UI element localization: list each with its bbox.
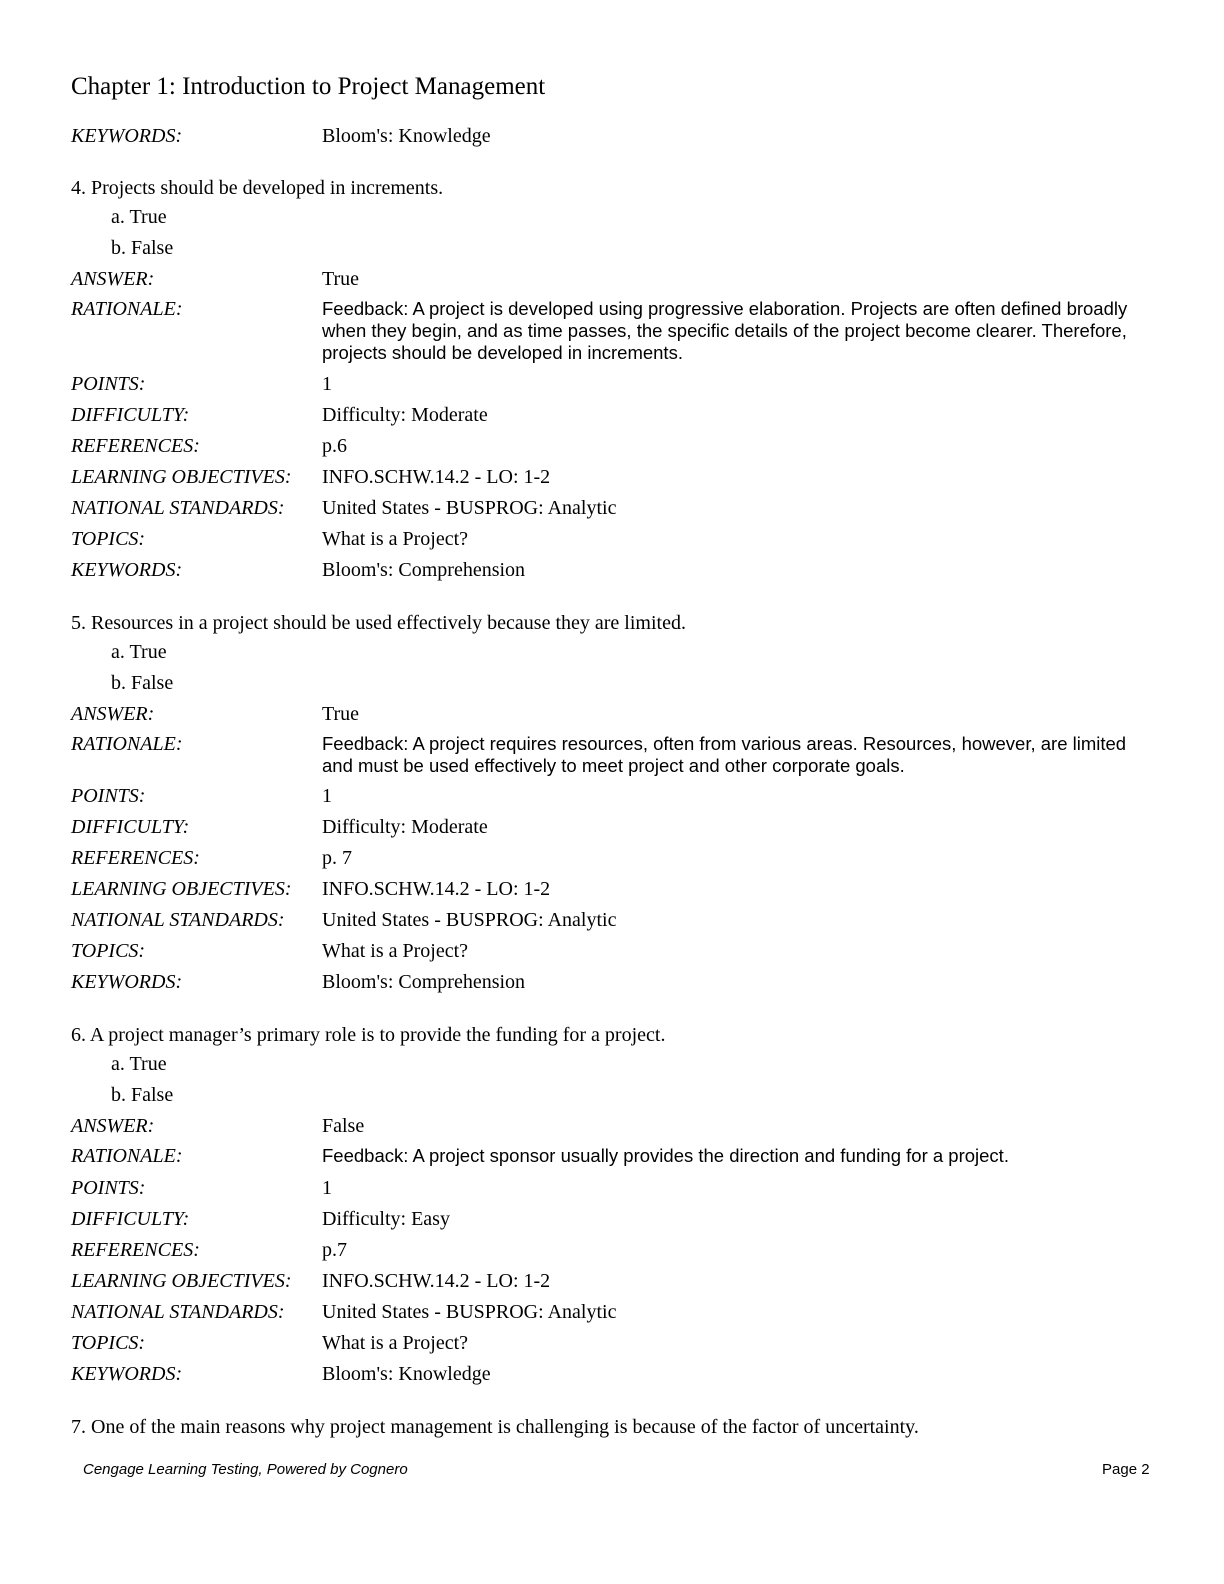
topics-value: What is a Project?: [322, 1332, 469, 1354]
rationale-row: [71, 733, 1161, 777]
points-label: POINTS:: [71, 373, 146, 395]
points-value: 1: [322, 785, 332, 807]
difficulty-label: DIFFICULTY:: [71, 816, 190, 838]
national-standards-label: NATIONAL STANDARDS:: [71, 909, 285, 931]
question-text: 7. One of the main reasons why project management is challenging is because of the factor of uncertainty.: [71, 1416, 919, 1438]
learning-objectives-row: [71, 1270, 1161, 1292]
references-row: [71, 435, 1161, 457]
prev-keywords-row: [71, 125, 1161, 147]
points-row: [71, 785, 1161, 807]
keywords-label: KEYWORDS:: [71, 559, 183, 581]
rationale-label: RATIONALE:: [71, 733, 183, 755]
points-label: POINTS:: [71, 1177, 146, 1199]
answer-label: ANSWER:: [71, 1115, 155, 1137]
references-value: p.7: [322, 1239, 347, 1261]
topics-row: [71, 940, 1161, 962]
difficulty-value: Difficulty: Moderate: [322, 404, 488, 426]
learning-objectives-value: INFO.SCHW.14.2 - LO: 1-2: [322, 878, 551, 900]
keywords-row: [71, 559, 1161, 581]
keywords-label: KEYWORDS:: [71, 125, 183, 147]
learning-objectives-value: INFO.SCHW.14.2 - LO: 1-2: [322, 466, 551, 488]
question-text: 6. A project manager’s primary role is to provide the funding for a project.: [71, 1024, 666, 1046]
topics-label: TOPICS:: [71, 940, 146, 962]
keywords-row: [71, 971, 1161, 993]
rationale-value: Feedback: A project requires resources, often from various areas. Resources, however, are limited and must be used effectively to meet project and other corporate goals.: [322, 733, 1127, 776]
difficulty-value: Difficulty: Moderate: [322, 816, 488, 838]
keywords-value: Bloom's: Comprehension: [322, 559, 526, 581]
references-label: REFERENCES:: [71, 847, 200, 869]
answer-label: ANSWER:: [71, 703, 155, 725]
national-standards-value: United States - BUSPROG: Analytic: [322, 1301, 617, 1323]
answer-value: True: [322, 268, 360, 290]
topics-value: What is a Project?: [322, 940, 469, 962]
topics-row: [71, 1332, 1161, 1354]
references-value: p. 7: [322, 847, 352, 869]
rationale-row: [71, 1145, 1161, 1167]
points-row: [71, 373, 1161, 395]
option-b: b. False: [111, 237, 174, 259]
topics-value: What is a Project?: [322, 528, 469, 550]
keywords-value: Bloom's: Knowledge: [322, 1363, 491, 1385]
difficulty-label: DIFFICULTY:: [71, 404, 190, 426]
learning-objectives-label: LEARNING OBJECTIVES:: [71, 878, 292, 900]
difficulty-row: [71, 816, 1161, 838]
national-standards-row: [71, 909, 1161, 931]
references-value: p.6: [322, 435, 347, 457]
references-label: REFERENCES:: [71, 1239, 200, 1261]
national-standards-label: NATIONAL STANDARDS:: [71, 497, 285, 519]
keywords-value: Bloom's: Comprehension: [322, 971, 526, 993]
references-label: REFERENCES:: [71, 435, 200, 457]
learning-objectives-row: [71, 466, 1161, 488]
question-text: 4. Projects should be developed in increments.: [71, 177, 444, 199]
topics-row: [71, 528, 1161, 550]
references-row: [71, 847, 1161, 869]
references-row: [71, 1239, 1161, 1261]
keywords-label: KEYWORDS:: [71, 1363, 183, 1385]
option-b: b. False: [111, 672, 174, 694]
option-b: b. False: [111, 1084, 174, 1106]
points-value: 1: [322, 373, 332, 395]
answer-row: [71, 1115, 1161, 1137]
national-standards-value: United States - BUSPROG: Analytic: [322, 497, 617, 519]
difficulty-row: [71, 404, 1161, 426]
rationale-label: RATIONALE:: [71, 298, 183, 320]
difficulty-value: Difficulty: Easy: [322, 1208, 450, 1230]
keywords-value: Bloom's: Knowledge: [322, 125, 491, 147]
national-standards-row: [71, 1301, 1161, 1323]
topics-label: TOPICS:: [71, 1332, 146, 1354]
option-a: a. True: [111, 1053, 167, 1075]
learning-objectives-value: INFO.SCHW.14.2 - LO: 1-2: [322, 1270, 551, 1292]
difficulty-label: DIFFICULTY:: [71, 1208, 190, 1230]
rationale-value: Feedback: A project is developed using progressive elaboration. Projects are often defined broadly when they begin, and as time passes, the specific details of the project become clearer. Therefore, projects should be developed in increments.: [322, 298, 1128, 363]
learning-objectives-row: [71, 878, 1161, 900]
national-standards-label: NATIONAL STANDARDS:: [71, 1301, 285, 1323]
points-value: 1: [322, 1177, 332, 1199]
answer-value: True: [322, 703, 360, 725]
answer-row: [71, 703, 1161, 725]
option-a: a. True: [111, 206, 167, 228]
page-title: Chapter 1: Introduction to Project Management: [71, 73, 546, 100]
rationale-row: [71, 298, 1161, 364]
keywords-label: KEYWORDS:: [71, 971, 183, 993]
national-standards-row: [71, 497, 1161, 519]
question-text: 5. Resources in a project should be used effectively because they are limited.: [71, 612, 686, 634]
difficulty-row: [71, 1208, 1161, 1230]
topics-label: TOPICS:: [71, 528, 146, 550]
answer-row: [71, 268, 1161, 290]
rationale-label: RATIONALE:: [71, 1145, 183, 1167]
national-standards-value: United States - BUSPROG: Analytic: [322, 909, 617, 931]
footer-credit: Cengage Learning Testing, Powered by Cognero: [83, 1461, 408, 1478]
points-row: [71, 1177, 1161, 1199]
option-a: a. True: [111, 641, 167, 663]
learning-objectives-label: LEARNING OBJECTIVES:: [71, 466, 292, 488]
rationale-value: Feedback: A project sponsor usually provides the direction and funding for a project.: [322, 1145, 1009, 1166]
keywords-row: [71, 1363, 1161, 1385]
learning-objectives-label: LEARNING OBJECTIVES:: [71, 1270, 292, 1292]
answer-label: ANSWER:: [71, 268, 155, 290]
page-number: Page 2: [1102, 1461, 1150, 1478]
answer-value: False: [322, 1115, 365, 1137]
points-label: POINTS:: [71, 785, 146, 807]
